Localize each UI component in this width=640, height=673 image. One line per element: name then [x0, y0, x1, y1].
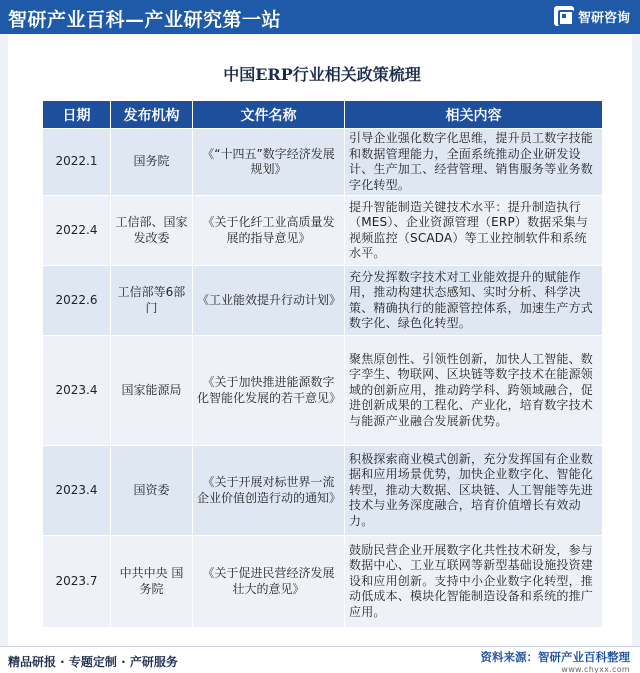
table-row: [43, 336, 603, 446]
table-row: [43, 446, 603, 536]
table-header-row: [43, 101, 603, 129]
table-row: [43, 266, 603, 336]
cell-org: 国家能源局: [111, 336, 193, 446]
cell-content: 提升智能制造关键技术水平：提升制造执行（MES）、企业资源管理（ERP）数据采集与视频监控（SCADA）等工业控制软件和系统水平。: [345, 196, 603, 266]
right-decor-stripe: [632, 34, 640, 646]
footer-url[interactable]: www.chyxx.com: [561, 665, 630, 673]
cell-content: 鼓励民营企业开展数字化共性技术研发，参与数据中心、工业互联网等新型基础设施投资建设和应用创新。支持中小企业数字化转型，推动低成本、模块化智能制造设备和系统的推广应用。: [345, 536, 603, 628]
table-title: 中国ERP行业相关政策梳理: [223, 64, 421, 84]
cell-org: 国务院: [111, 129, 193, 196]
cell-org: 工信部等6部门: [111, 266, 193, 336]
column-header-content: 相关内容: [345, 101, 603, 129]
policy-table: [42, 100, 603, 628]
cell-date: 2022.4: [43, 196, 111, 266]
cell-doc: 《关于化纤工业高质量发展的指导意见》: [193, 196, 345, 266]
cell-content: 引导企业强化数字化思维，提升员工数字技能和数据管理能力，全面系统推动企业研发设计、生产加工、经营管理、销售服务等业务数字化转型。: [345, 129, 603, 196]
footer-source: 资料来源：智研产业百科整理: [480, 650, 630, 664]
cell-date: 2022.6: [43, 266, 111, 336]
cell-date: 2023.7: [43, 536, 111, 628]
column-header-org: 发布机构: [111, 101, 193, 129]
footer-services: 精品研报 · 专题定制 · 产研服务: [8, 655, 178, 669]
header-title: 智研产业百科—产业研究第一站: [8, 9, 282, 31]
left-decor-stripe: [0, 34, 8, 646]
column-header-date: 日期: [43, 101, 111, 129]
cell-date: 2023.4: [43, 446, 111, 536]
cell-org: 中共中央 国务院: [111, 536, 193, 628]
cell-org: 工信部、国家发改委: [111, 196, 193, 266]
table-row: [43, 129, 603, 196]
cell-doc: 《关于开展对标世界一流企业价值创造行动的通知》: [193, 446, 345, 536]
footer: [0, 646, 640, 673]
header-bar: [0, 0, 640, 34]
zhiyan-logo-icon: [554, 6, 574, 26]
cell-content: 聚焦原创性、引领性创新，加快人工智能、数字孪生、物联网、区块链等数字技术在能源领域的创新应用，推动跨学科、跨领域融合，促进创新成果的工程化、产业化，培育数字技术与能源产业融合发展新优势。: [345, 336, 603, 446]
cell-doc: 《“十四五”数字经济发展规划》: [193, 129, 345, 196]
column-header-doc: 文件名称: [193, 101, 345, 129]
brand-name: 智研咨询: [577, 10, 630, 26]
table-row: [43, 536, 603, 628]
cell-content: 充分发挥数字技术对工业能效提升的赋能作用，推动构建状态感知、实时分析、科学决策、精确执行的能源管控体系，加速生产方式数字化、绿色化转型。: [345, 266, 603, 336]
cell-doc: 《关于加快推进能源数字化智能化发展的若干意见》: [193, 336, 345, 446]
cell-content: 积极探索商业模式创新，充分发挥国有企业数据和应用场景优势，加快企业数字化、智能化转型，推动大数据、区块链、人工智能等先进技术与业务深度融合，培育价值增长有效动力。: [345, 446, 603, 536]
table-row: [43, 196, 603, 266]
cell-org: 国资委: [111, 446, 193, 536]
cell-date: 2023.4: [43, 336, 111, 446]
cell-date: 2022.1: [43, 129, 111, 196]
brand[interactable]: [554, 6, 630, 26]
cell-doc: 《关于促进民营经济发展壮大的意见》: [193, 536, 345, 628]
cell-doc: 《工业能效提升行动计划》: [193, 266, 345, 336]
